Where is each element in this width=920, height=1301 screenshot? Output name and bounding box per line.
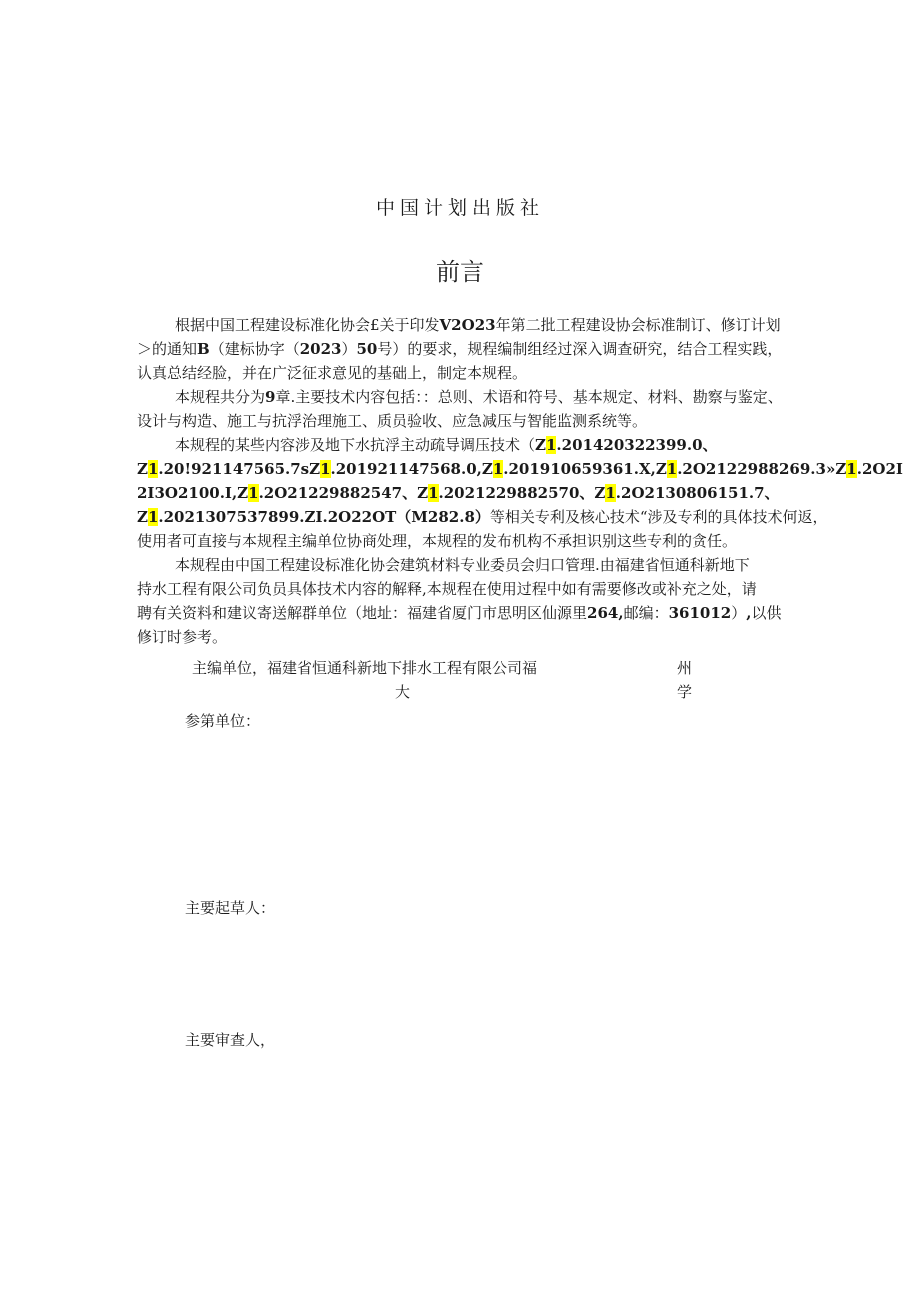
- highlight-mark: 1: [428, 484, 439, 502]
- chief-editor-char-zhou: 州: [677, 659, 693, 677]
- participating-units-label: 参第单位：: [185, 712, 261, 730]
- page-title: 前言: [436, 258, 484, 286]
- paragraph-2-line-2: 设计与构造、施工与抗浮治理施工、质员验收、应急减压与智能监测系统等。: [137, 412, 648, 430]
- main-reviewers-label: 主要审查人，: [185, 1031, 276, 1049]
- paragraph-2-line-1: 本规程共分为9章.主要技术内容包括：：总则、术语和符号、基本规定、材料、勘察与鉴定、: [175, 388, 783, 406]
- highlight-mark: 1: [605, 484, 616, 502]
- highlight-mark: 1: [248, 484, 259, 502]
- paragraph-3-line-1: 本规程的某些内容涉及地下水抗浮主动疏导调压技术（Z1.201420322399.0、: [175, 436, 718, 454]
- highlight-mark: 1: [147, 460, 159, 478]
- highlight-mark: 1: [147, 508, 159, 526]
- highlight-mark: 1: [666, 460, 678, 478]
- paragraph-4-line-1: 本规程由中国工程建设标准化协会建筑材料专业委员会归口管理.由福建省恒通科新地下: [175, 556, 750, 574]
- paragraph-1-line-3: 认真总结经脸，并在广泛征求意见的基础上，制定本规程。: [137, 364, 528, 382]
- paragraph-3-line-5: 使用者可直接与本规程主编单位协商处理，本规程的发布机构不承担识别这些专利的贪任。: [137, 532, 738, 550]
- highlight-mark: 1: [545, 436, 557, 454]
- paragraph-4-line-2: 持水工程有限公司负员具体技术内容的解释,本规程在使用过程中如有需要修改或补充之处，请: [137, 580, 757, 598]
- chief-editor-units: [192, 656, 712, 704]
- chief-editor-char-da: 大: [395, 683, 411, 701]
- preface-body: [137, 313, 903, 649]
- paragraph-4-line-4: 修订时参考。: [137, 628, 228, 646]
- chief-editor-label: 主编单位，福建省恒通科新地下排水工程有限公司福: [192, 659, 538, 677]
- paragraph-4-line-3: 聘有关资料和建议寄送解群单位（地址：福建省厦门市思明区仙源里264,邮编：361012）,以供: [137, 604, 782, 622]
- chief-editor-char-xue: 学: [677, 683, 693, 701]
- paragraph-3-line-3: 2I3O2100.I,Z1.2O21229882547、Z1.2021229882570、Z1.2O2130806151.7、: [137, 484, 780, 502]
- paragraph-3-line-4: Z1.2021307537899.ZI.2O22OT（M282.8）等相关专利及核心技术“涉及专利的具体技术何返，: [137, 508, 828, 526]
- publisher-name: 中国计划出版社: [375, 197, 544, 219]
- highlight-mark: 1: [846, 460, 857, 478]
- paragraph-1-line-2: ＞的通知B（建标协字（2023）50号）的要求，规程编制组经过深入调查研究，结合工程实践，: [137, 340, 783, 358]
- paragraph-3-line-2: Z1.20!921147565.7sZ1.201921147568.0,Z1.201910659361.X,Z1.2O2122988269.3»Z1.2O2I: [137, 460, 903, 478]
- paragraph-1-line-1: 根据中国工程建设标准化协会£关于印发V2O23年第二批工程建设协会标准制订、修订计划: [175, 316, 781, 334]
- main-drafters-label: 主要起草人：: [185, 899, 276, 917]
- highlight-mark: 1: [320, 460, 331, 478]
- highlight-mark: 1: [492, 460, 504, 478]
